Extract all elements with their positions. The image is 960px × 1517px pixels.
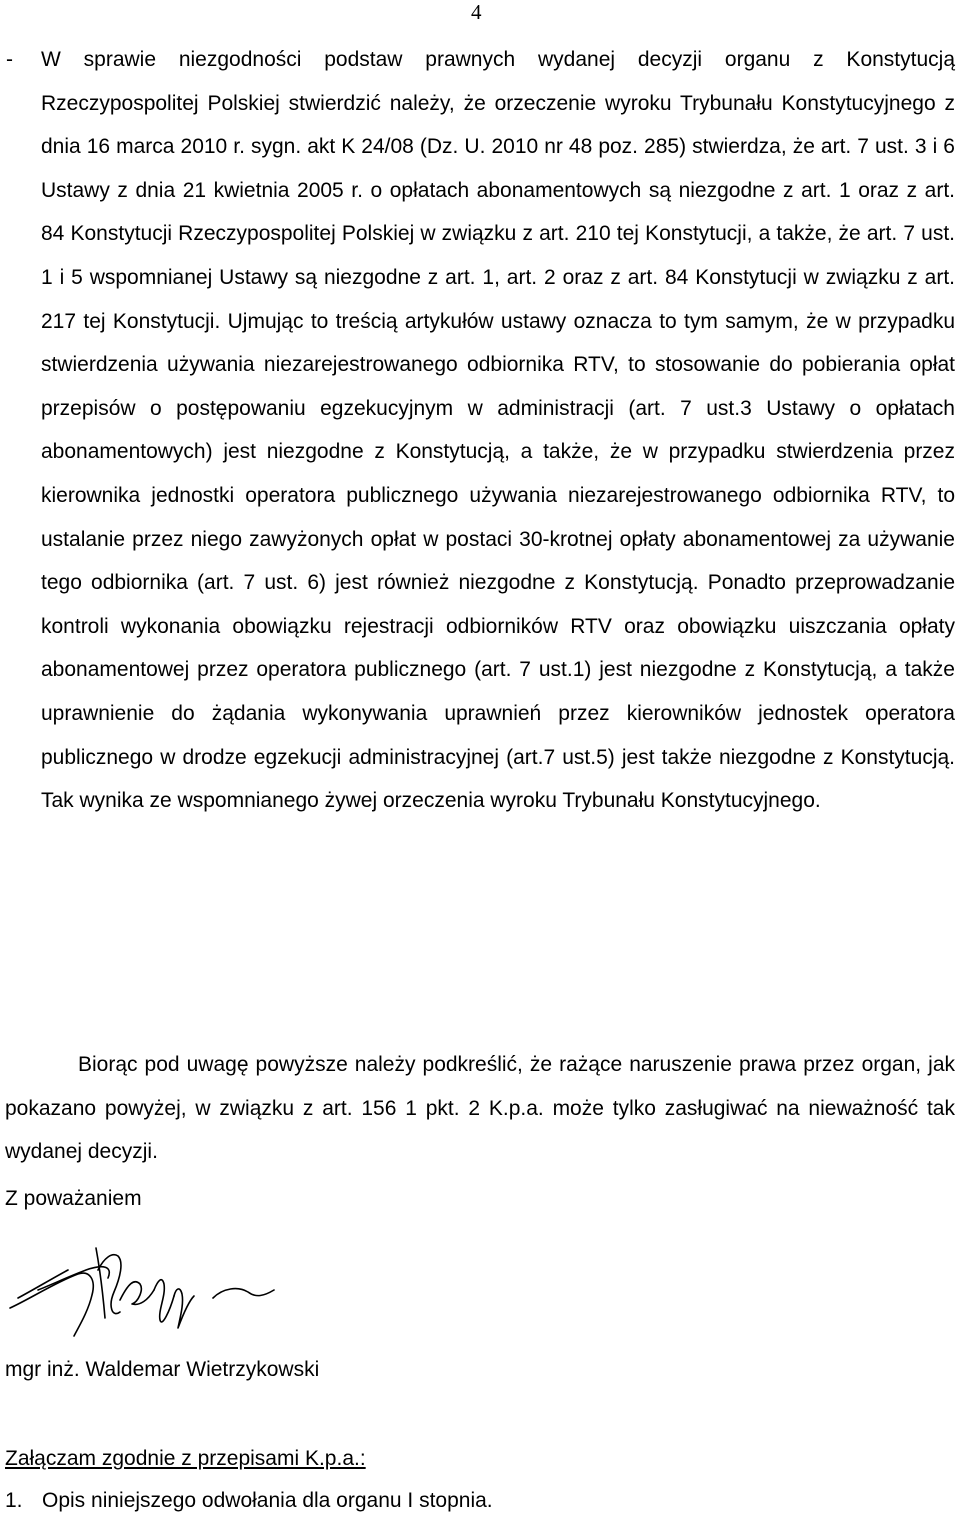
- constitutional-argument-paragraph: W sprawie niezgodności podstaw prawnych wydanej decyzji organu z Konstytucją Rzeczypospolitej Polskiej stwierdzić należy, że orzeczenie wyroku Trybunału Konstytucyjnego z dnia 16 marca 2010 r. sygn. akt K 24/08 (Dz. U. 2010 nr 48 poz. 285) stwierdza, że art. 7 ust. 3 i 6 Ustawy z dnia 21 kwietnia 2005 r. o opłatach abonamentowych są niezgodne z art. 1 oraz z art. 84 Konstytucji Rzeczypospolitej Polskiej w związku z art. 210 tej Konstytucji, a także, że art. 7 ust. 1 i 5 wspomnianej Ustawy są niezgodne z art. 1, art. 2 oraz z art. 84 Konstytucji w związku z art. 217 tej Konstytucji. Ujmując to treścią artykułów ustawy oznacza to tym samym, że w przypadku stwierdzenia używania niezarejestrowanego odbiornika RTV, to stosowanie do pobierania opłat przepisów o postępowaniu egzekucyjnym w administracji (art. 7 ust.3 Ustawy o opłatach abonamentowych) jest niezgodne z Konstytucją, a także, że w przypadku stwierdzenia przez kierownika jednostki operatora publicznego używania niezarejestrowanego odbiornika RTV, to ustalanie przez niego zawyżonych opłat w postaci 30-krotnej opłaty abonamentowej za używanie tego odbiornika (art. 7 ust. 6) jest również niezgodne z Konstytucją. Ponadto przeprowadzanie kontroli wykonania obowiązku rejestracji odbiorników RTV oraz obowiązku uiszczania opłaty abonamentowej przez operatora publicznego (art. 7 ust.1) jest niezgodne z Konstytucją, a także uprawnienie do żądania wykonywania uprawnień przez kierowników jednostek operatora publicznego w drodze egzekucji administracyjnej (art.7 ust.5) jest także niezgodne z Konstytucją. Tak wynika ze wspomnianego żywej orzeczenia wyroku Trybunału Konstytucyjnego.: [41, 48, 955, 813]
- page-number: 4: [471, 0, 482, 24]
- handwritten-signature: [8, 1240, 278, 1340]
- conclusion-paragraph: Biorąc pod uwagę powyższe należy podkreślić, że rażące naruszenie prawa przez organ, jak pokazano powyżej, w związku z art. 156 1 pkt. 2 K.p.a. może tylko zasługiwać na nieważność tak wydanej decyzji.: [5, 1053, 955, 1164]
- attachment-text: Opis niniejszego odwołania dla organu I stopnia.: [42, 1489, 493, 1512]
- list-bullet-marker: -: [6, 48, 13, 71]
- attachment-item: [5, 1486, 493, 1516]
- attachments-heading: Załączam zgodnie z przepisami K.p.a.:: [5, 1447, 366, 1470]
- closing-greeting: Z poważaniem: [5, 1187, 142, 1210]
- signer-name: mgr inż. Waldemar Wietrzykowski: [5, 1358, 320, 1381]
- attachment-number: 1.: [5, 1489, 23, 1512]
